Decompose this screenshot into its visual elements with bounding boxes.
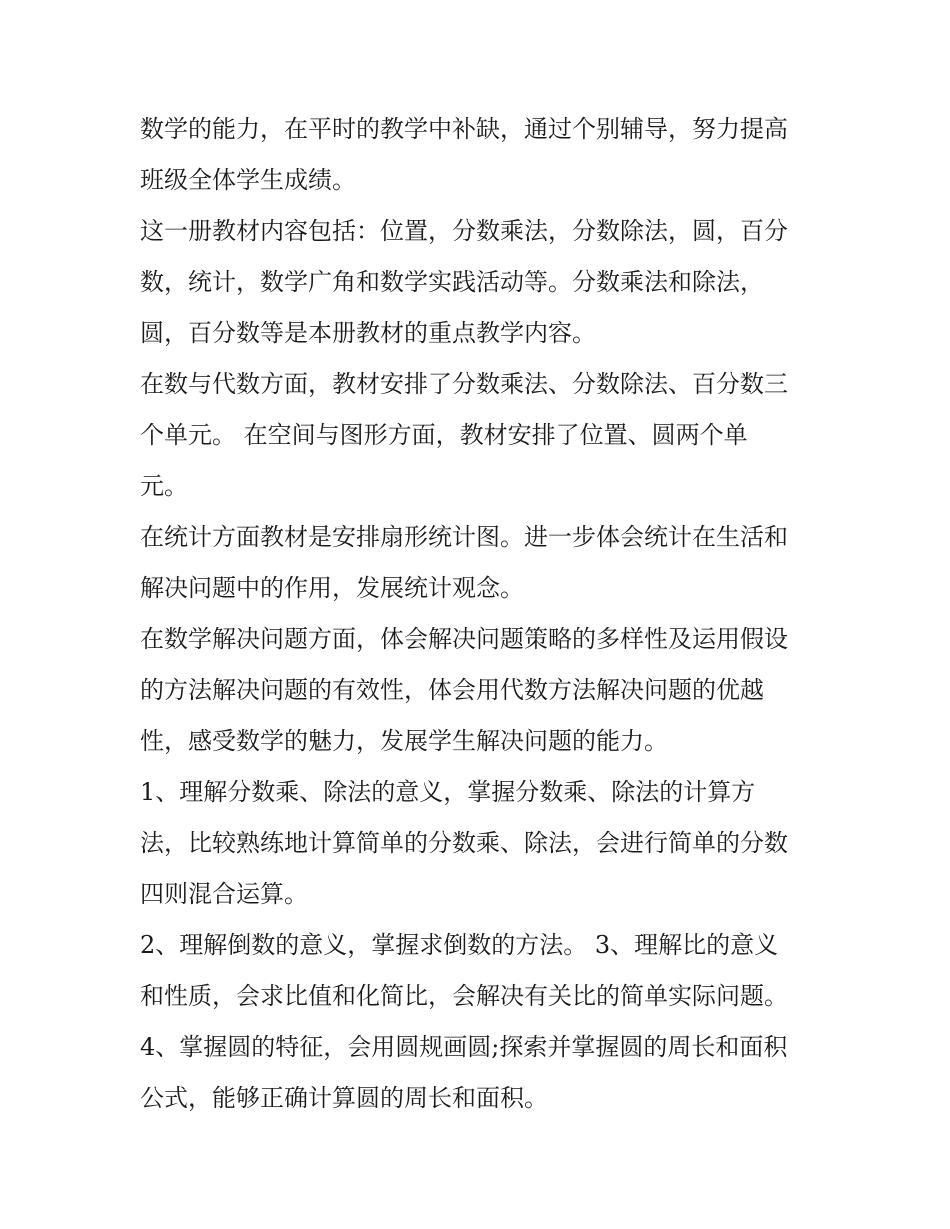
text-line: 在统计方面教材是安排扇形统计图。进一步体会统计在生活和: [140, 523, 788, 551]
text-line: 法，比较熟练地计算简单的分数乘、除法，会进行简单的分数: [140, 829, 788, 857]
text-line: 个单元。 在空间与图形方面，教材安排了位置、圆两个单: [140, 421, 748, 449]
text-line: 公式，能够正确计算圆的周长和面积。: [140, 1084, 548, 1112]
text-line: 和性质，会求比值和化简比，会解决有关比的简单实际问题。: [140, 982, 788, 1010]
text-line: 数，统计，数学广角和数学实践活动等。分数乘法和除法，: [140, 268, 764, 296]
text-line: 元。: [140, 472, 188, 500]
text-line: 这一册教材内容包括：位置，分数乘法，分数除法，圆，百分: [140, 217, 788, 245]
text-line: 1、理解分数乘、除法的意义，掌握分数乘、除法的计算方: [140, 778, 756, 806]
text-line: 在数与代数方面，教材安排了分数乘法、分数除法、百分数三: [140, 370, 788, 398]
text-line: 数学的能力，在平时的教学中补缺，通过个别辅导，努力提高: [140, 115, 788, 143]
document-body: [140, 104, 830, 1124]
text-line: 性，感受数学的魅力，发展学生解决问题的能力。: [140, 727, 668, 755]
text-line: 四则混合运算。: [140, 880, 308, 908]
text-line: 的方法解决问题的有效性，体会用代数方法解决问题的优越: [140, 676, 764, 704]
text-line: 解决问题中的作用，发展统计观念。: [140, 574, 524, 602]
text-line: 2、理解倒数的意义，掌握求倒数的方法。 3、理解比的意义: [140, 931, 779, 959]
text-line: 4、掌握圆的特征，会用圆规画圆;探索并掌握圆的周长和面积: [140, 1033, 788, 1061]
text-line: 圆，百分数等是本册教材的重点教学内容。: [140, 319, 596, 347]
text-line: 班级全体学生成绩。: [140, 166, 356, 194]
text-line: 在数学解决问题方面，体会解决问题策略的多样性及运用假设: [140, 625, 788, 653]
